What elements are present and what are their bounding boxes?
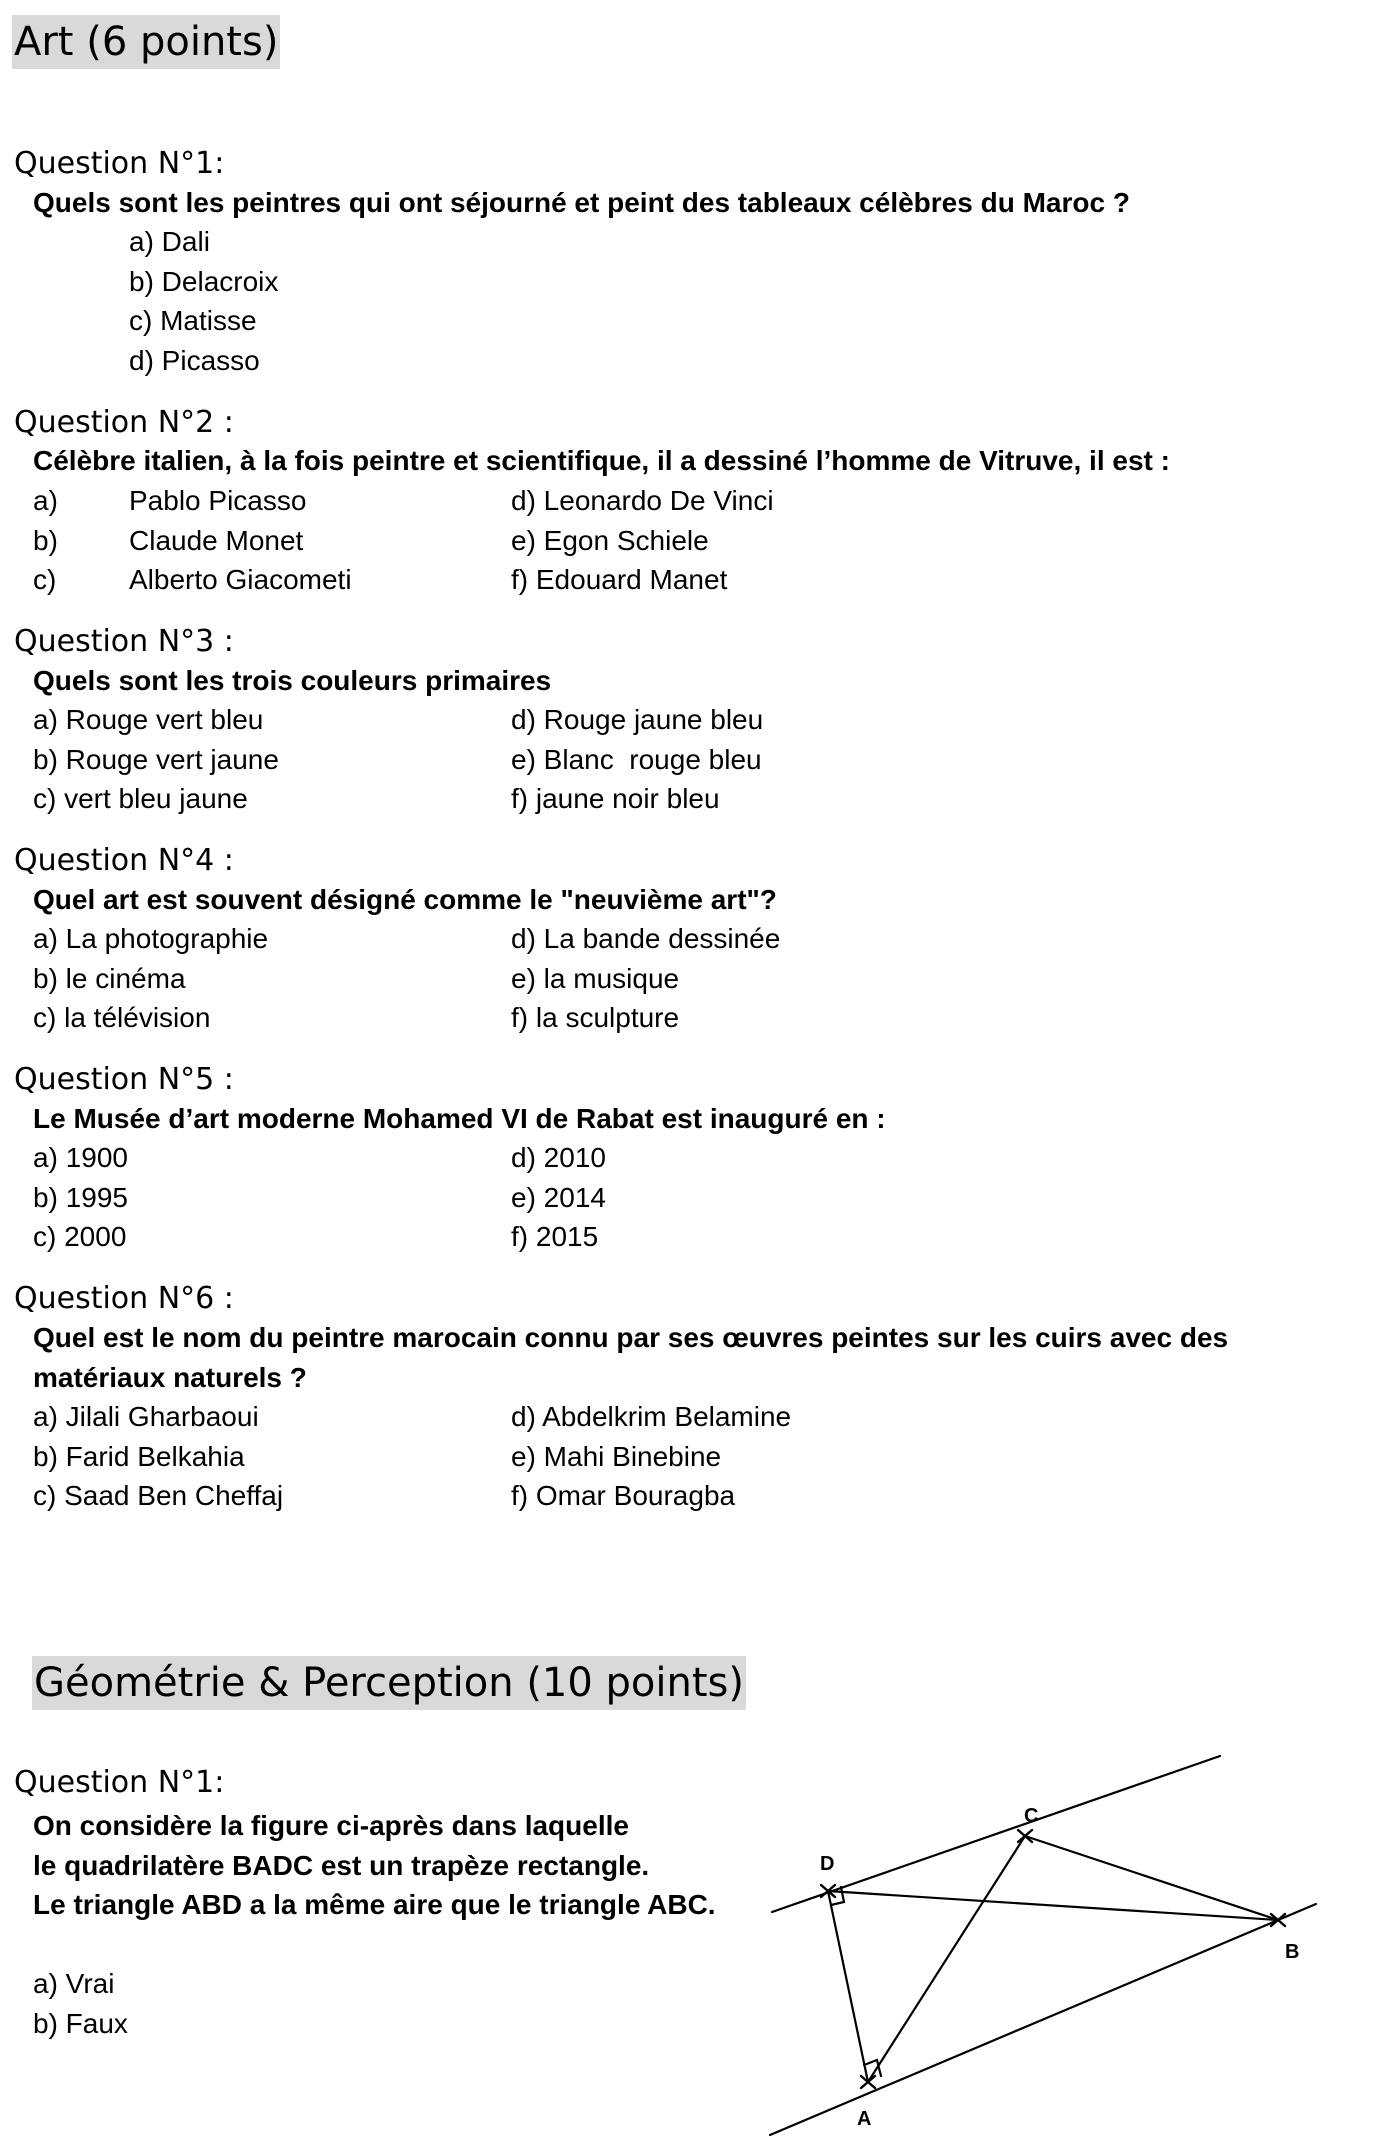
question-5-option-f[interactable]: f) 2015 <box>511 1221 599 1252</box>
question-2-option-d[interactable]: d) Leonardo De Vinci <box>511 485 774 516</box>
question-5-text: Le Musée d’art moderne Mohamed VI de Rabat est inauguré en : <box>33 1103 886 1134</box>
question-3-option-c[interactable]: c) vert bleu jaune <box>33 783 248 814</box>
question-3-option-d[interactable]: d) Rouge jaune bleu <box>511 704 764 735</box>
question-2-option-a-letter: a) <box>33 485 58 516</box>
question-6-text-line1: Quel est le nom du peintre marocain connu par ses œuvres peintes sur les cuirs avec des <box>33 1322 1229 1353</box>
question-2-option-a[interactable]: Pablo Picasso <box>129 485 307 516</box>
question-5-label: Question N°5 : <box>14 1062 234 1097</box>
question-5-option-e[interactable]: e) 2014 <box>511 1182 606 1213</box>
question-6-option-e[interactable]: e) Mahi Binebine <box>511 1441 722 1472</box>
question-6-text-line2: matériaux naturels ? <box>33 1362 307 1393</box>
segment-ac <box>868 1836 1025 2082</box>
question-3-text: Quels sont les trois couleurs primaires <box>33 665 552 696</box>
geometry-question-1-line2: le quadrilatère BADC est un trapèze rectangle. <box>33 1850 650 1881</box>
question-1-option-b[interactable]: b) Delacroix <box>129 266 279 297</box>
question-5-option-d[interactable]: d) 2010 <box>511 1142 606 1173</box>
question-3-option-b[interactable]: b) Rouge vert jaune <box>33 744 279 775</box>
question-4-option-b[interactable]: b) le cinéma <box>33 963 186 994</box>
question-5-option-a[interactable]: a) 1900 <box>33 1142 128 1173</box>
question-2-option-b-letter: b) <box>33 525 58 556</box>
question-1-option-c[interactable]: c) Matisse <box>129 305 257 336</box>
geometry-question-1-option-b[interactable]: b) Faux <box>33 2008 128 2039</box>
question-6-label: Question N°6 : <box>14 1281 234 1316</box>
question-2-option-e[interactable]: e) Egon Schiele <box>511 525 709 556</box>
question-5-option-b[interactable]: b) 1995 <box>33 1182 128 1213</box>
question-2-option-b[interactable]: Claude Monet <box>129 525 304 556</box>
geometry-question-1-line3: Le triangle ABD a la même aire que le triangle ABC. <box>33 1889 716 1920</box>
question-3-option-e[interactable]: e) Blanc rouge bleu <box>511 744 762 775</box>
segment-db <box>828 1891 1278 1920</box>
question-1-option-d[interactable]: d) Picasso <box>129 345 260 376</box>
line-dc <box>772 1756 1220 1912</box>
geometry-question-1-line1: On considère la figure ci-après dans laquelle <box>33 1810 629 1841</box>
question-6-option-d[interactable]: d) Abdelkrim Belamine <box>511 1401 792 1432</box>
segment-da <box>828 1891 868 2082</box>
question-3-option-f[interactable]: f) jaune noir bleu <box>511 783 720 814</box>
question-4-option-a[interactable]: a) La photographie <box>33 923 269 954</box>
point-label-c: C <box>1024 1805 1039 1827</box>
question-4-option-c[interactable]: c) la télévision <box>33 1002 211 1033</box>
question-4-option-d[interactable]: d) La bande dessinée <box>511 923 781 954</box>
question-2-label: Question N°2 : <box>14 405 234 440</box>
question-6-option-a[interactable]: a) Jilali Gharbaoui <box>33 1401 259 1432</box>
question-6-option-b[interactable]: b) Farid Belkahia <box>33 1441 245 1472</box>
question-1-text: Quels sont les peintres qui ont séjourné et peint des tableaux célèbres du Maroc ? <box>33 187 1130 218</box>
line-ab <box>770 1904 1316 2135</box>
question-5-option-c[interactable]: c) 2000 <box>33 1221 127 1252</box>
question-3-option-a[interactable]: a) Rouge vert bleu <box>33 704 264 735</box>
question-2-option-f[interactable]: f) Edouard Manet <box>511 564 728 595</box>
question-2-option-c-letter: c) <box>33 564 57 595</box>
geometry-section-title: Géométrie & Perception (10 points) <box>32 1656 746 1710</box>
geometry-question-1-label: Question N°1: <box>14 1765 225 1800</box>
question-4-option-f[interactable]: f) la sculpture <box>511 1002 680 1033</box>
point-label-d: D <box>820 1853 835 1875</box>
question-4-label: Question N°4 : <box>14 843 234 878</box>
question-6-option-c[interactable]: c) Saad Ben Cheffaj <box>33 1480 284 1511</box>
point-label-b: B <box>1285 1941 1300 1963</box>
art-section-title: Art (6 points) <box>12 15 280 69</box>
segment-cb <box>1025 1836 1278 1920</box>
question-4-option-e[interactable]: e) la musique <box>511 963 680 994</box>
question-1-label: Question N°1: <box>14 146 225 181</box>
question-3-label: Question N°3 : <box>14 624 234 659</box>
question-2-text: Célèbre italien, à la fois peintre et scientifique, il a dessiné l’homme de Vitruve, il est : <box>33 445 1170 476</box>
geometry-question-1-option-a[interactable]: a) Vrai <box>33 1968 115 1999</box>
question-1-option-a[interactable]: a) Dali <box>129 226 210 257</box>
point-label-a: A <box>857 2108 872 2130</box>
trapezoid-figure <box>760 1740 1320 2140</box>
question-6-option-f[interactable]: f) Omar Bouragba <box>511 1480 736 1511</box>
question-2-option-c[interactable]: Alberto Giacometi <box>129 564 352 595</box>
question-4-text: Quel art est souvent désigné comme le "neuvième art"? <box>33 884 777 915</box>
